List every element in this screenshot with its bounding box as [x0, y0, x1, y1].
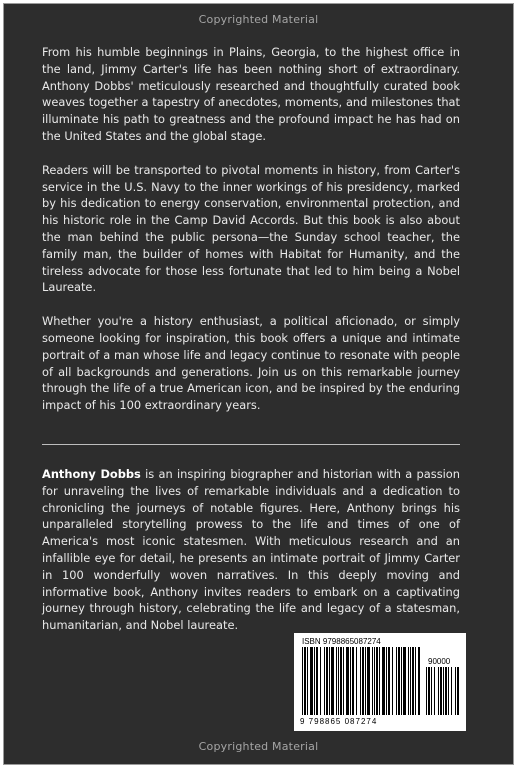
blurb-paragraph-3: Whether you're a history enthusiast, a political aficionado, or simply someone looking for inspiration, this book offers a unique and intimate portrait of a man whose life and legacy continue to resonate with people of all backgrounds and generations. Join us on this remarkable journey through the life of a true American icon, and be inspired by the enduring impact of his 100 extraordinary years. [42, 314, 460, 413]
isbn-barcode [302, 647, 420, 715]
barcode-block [294, 633, 466, 731]
isbn-label: ISBN 9798865087274 [302, 637, 381, 646]
author-bio-text: is an inspiring biographer and historian with a passion for unraveling the lives of remarkable individuals and a dedication to chronicling the journeys of notable figures. Here, Anthony brings his unparalleled storytelling prowess to the life and times of one of America's most iconic statesmen. With meticulous research and an infallible eye for detail, he presents an intimate portrait of Jimmy Carter in 100 wonderfully woven narratives. In this deeply moving and informative book, Anthony invites readers to embark on a captivating journey through history, celebrating the life and legacy of a statesman, humanitarian, and Nobel laureate. [42, 467, 460, 633]
author-bio [42, 466, 460, 634]
price-code: 90000 [428, 657, 451, 666]
watermark-top: Copyrighted Material [198, 13, 319, 26]
blurb [42, 44, 460, 431]
divider [42, 444, 460, 445]
barcode-digits: 9 798865 087274 [300, 717, 378, 726]
blurb-paragraph-1: From his humble beginnings in Plains, Georgia, to the highest office in the land, Jimmy Carter's life has been nothing short of extraordinary. Anthony Dobbs' meticulously researched and thoughtfully curated book weaves together a tapestry of anecdotes, moments, and milestones that illuminate his path to greatness and the profound impact he has had on the United States and the global stage. [42, 45, 460, 143]
watermark-bottom: Copyrighted Material [198, 740, 319, 753]
author-name: Anthony Dobbs [42, 467, 141, 481]
blurb-paragraph-2: Readers will be transported to pivotal moments in history, from Carter's service in the U.S. Navy to the inner workings of his presidency, marked by his dedication to energy conservation, environmental protection, and his historic role in the Camp David Accords. But this book is also about the man behind the public persona—the Sunday school teacher, the family man, the builder of homes with Habitat for Humanity, and the tireless advocate for those less fortunate that led to him being a Nobel Laureate. [42, 162, 460, 295]
back-cover [3, 3, 514, 765]
price-barcode [426, 667, 460, 715]
